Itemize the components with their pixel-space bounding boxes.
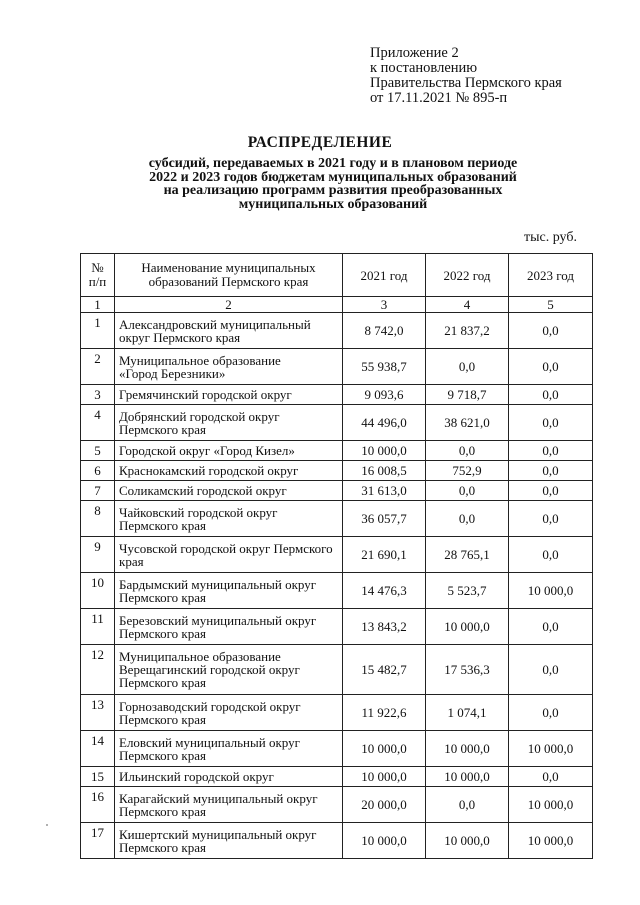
document-title: РАСПРЕДЕЛЕНИЕ — [247, 134, 393, 151]
municipality-name-line: Горнозаводский городской округ — [119, 698, 301, 714]
value-2022: 5 523,7 — [426, 573, 509, 609]
municipality-name-line: Добрянский городской округ — [119, 408, 280, 424]
subtitle-line: 2022 и 2023 годов бюджетам муниципальных образований — [149, 169, 517, 185]
distribution-table — [80, 253, 593, 859]
value-2021: 8 742,0 — [343, 313, 426, 349]
value-2023: 0,0 — [509, 313, 593, 349]
header-name-line: Наименование муниципальных — [141, 260, 316, 275]
value-2021: 10 000,0 — [343, 441, 426, 461]
municipality-name — [115, 385, 343, 405]
value-2023: 0,0 — [509, 481, 593, 501]
municipality-name-line: Пермского края — [119, 589, 206, 605]
municipality-name-line: края — [119, 553, 144, 569]
municipality-name-line: «Город Березники» — [119, 365, 226, 381]
municipality-name-line: Пермского края — [119, 803, 206, 819]
municipality-name — [115, 461, 343, 481]
value-2022: 10 000,0 — [426, 731, 509, 767]
municipality-name-line: Муниципальное образование — [119, 649, 281, 664]
municipality-name-line: Верещагинский городской округ — [119, 662, 300, 677]
municipality-name-line: Еловский муниципальный округ — [119, 734, 300, 750]
municipality-name-line: Ильинский городской округ — [119, 769, 274, 784]
appendix-line: Правительства Пермского края — [370, 75, 562, 91]
value-2023: 0,0 — [509, 349, 593, 385]
value-2023: 0,0 — [509, 501, 593, 537]
value-2022: 28 765,1 — [426, 537, 509, 573]
appendix-block — [370, 46, 562, 106]
value-2023: 10 000,0 — [509, 731, 593, 767]
table-row — [81, 441, 593, 461]
table-row — [81, 405, 593, 441]
value-2021: 14 476,3 — [343, 573, 426, 609]
municipality-name — [115, 787, 343, 823]
subtitle-line: на реализацию программ развития преобразованных — [163, 183, 503, 198]
table-row — [81, 573, 593, 609]
municipality-name — [115, 501, 343, 537]
municipality-name-line: Кишертский муниципальный округ — [119, 826, 317, 842]
municipality-name-line: Чайковский городской округ — [119, 504, 278, 520]
header-num-line: № — [91, 260, 104, 275]
header-2023: 2023 год — [509, 254, 593, 297]
municipality-name-line: Березовский муниципальный округ — [119, 612, 317, 628]
table-row — [81, 823, 593, 859]
row-number: 4 — [81, 405, 115, 441]
subtitle-line: муниципальных образований — [238, 196, 428, 212]
row-number: 3 — [81, 385, 115, 405]
row-number: 17 — [81, 823, 115, 859]
row-number: 8 — [81, 501, 115, 537]
row-number: 2 — [81, 349, 115, 385]
municipality-name — [115, 767, 343, 787]
table-row — [81, 731, 593, 767]
value-2023: 0,0 — [509, 537, 593, 573]
header-num — [81, 254, 115, 297]
row-number: 10 — [81, 573, 115, 609]
value-2022: 17 536,3 — [426, 645, 509, 695]
municipality-name — [115, 731, 343, 767]
value-2022: 0,0 — [426, 481, 509, 501]
value-2023: 0,0 — [509, 461, 593, 481]
value-2022: 0,0 — [426, 349, 509, 385]
row-number: 14 — [81, 731, 115, 767]
municipality-name — [115, 695, 343, 731]
appendix-line: Приложение 2 — [370, 45, 459, 61]
units-label: тыс. руб. — [524, 230, 577, 245]
municipality-name-line: Краснокамский городской округ — [119, 463, 299, 478]
table-row — [81, 787, 593, 823]
value-2023: 0,0 — [509, 385, 593, 405]
municipality-name — [115, 823, 343, 859]
value-2021: 31 613,0 — [343, 481, 426, 501]
value-2021: 36 057,7 — [343, 501, 426, 537]
municipality-name-line: Пермского края — [119, 747, 206, 763]
row-number: 1 — [81, 313, 115, 349]
value-2022: 10 000,0 — [426, 609, 509, 645]
scan-speck — [46, 824, 48, 826]
table-row — [81, 349, 593, 385]
appendix-line: от 17.11.2021 № 895-п — [370, 90, 508, 106]
municipality-name — [115, 481, 343, 501]
municipality-name-line: Пермского края — [119, 711, 206, 727]
value-2023: 10 000,0 — [509, 573, 593, 609]
value-2021: 13 843,2 — [343, 609, 426, 645]
value-2023: 0,0 — [509, 645, 593, 695]
municipality-name — [115, 405, 343, 441]
row-number: 9 — [81, 537, 115, 573]
value-2022: 752,9 — [426, 461, 509, 481]
value-2023: 0,0 — [509, 609, 593, 645]
municipality-name — [115, 645, 343, 695]
value-2022: 38 621,0 — [426, 405, 509, 441]
municipality-name-line: округ Пермского края — [119, 329, 241, 345]
municipality-name — [115, 609, 343, 645]
table-row — [81, 537, 593, 573]
municipality-name-line: Муниципальное образование — [119, 352, 281, 368]
header-name — [115, 254, 343, 297]
header-name-line: образований Пермского края — [148, 274, 309, 289]
value-2023: 10 000,0 — [509, 787, 593, 823]
value-2023: 0,0 — [509, 405, 593, 441]
subtitle-line: субсидий, передаваемых в 2021 году и в плановом периоде — [148, 156, 518, 171]
value-2021: 9 093,6 — [343, 385, 426, 405]
value-2021: 21 690,1 — [343, 537, 426, 573]
value-2023: 10 000,0 — [509, 823, 593, 859]
value-2022: 9 718,7 — [426, 385, 509, 405]
table-header-row — [81, 254, 593, 297]
table-row — [81, 385, 593, 405]
value-2023: 0,0 — [509, 767, 593, 787]
value-2022: 0,0 — [426, 501, 509, 537]
municipality-name — [115, 573, 343, 609]
municipality-name-line: Пермского края — [119, 421, 206, 437]
row-number: 13 — [81, 695, 115, 731]
header-2021: 2021 год — [343, 254, 426, 297]
table-row — [81, 609, 593, 645]
value-2021: 10 000,0 — [343, 767, 426, 787]
municipality-name-line: Пермского края — [119, 839, 206, 855]
table-row — [81, 767, 593, 787]
row-number: 5 — [81, 441, 115, 461]
row-number: 11 — [81, 609, 115, 645]
municipality-name-line: Бардымский муниципальный округ — [119, 576, 317, 592]
value-2022: 10 000,0 — [426, 823, 509, 859]
value-2022: 21 837,2 — [426, 313, 509, 349]
column-index: 1 — [81, 297, 115, 313]
row-number: 16 — [81, 787, 115, 823]
table-row — [81, 461, 593, 481]
row-number: 12 — [81, 645, 115, 695]
municipality-name-line: Пермского края — [119, 675, 206, 690]
municipality-name-line: Пермского края — [119, 517, 206, 533]
value-2023: 0,0 — [509, 695, 593, 731]
value-2021: 15 482,7 — [343, 645, 426, 695]
municipality-name — [115, 537, 343, 573]
header-num-line: п/п — [88, 274, 107, 289]
value-2021: 11 922,6 — [343, 695, 426, 731]
table-row — [81, 645, 593, 695]
value-2021: 10 000,0 — [343, 823, 426, 859]
column-index: 2 — [115, 297, 343, 313]
column-index-row — [81, 297, 593, 313]
value-2022: 0,0 — [426, 441, 509, 461]
document-subtitle — [110, 157, 556, 211]
value-2021: 10 000,0 — [343, 731, 426, 767]
municipality-name-line: Александровский муниципальный — [119, 316, 311, 332]
value-2023: 0,0 — [509, 441, 593, 461]
value-2021: 44 496,0 — [343, 405, 426, 441]
municipality-name-line: Городской округ «Город Кизел» — [119, 443, 295, 458]
table-row — [81, 481, 593, 501]
municipality-name — [115, 441, 343, 461]
table-row — [81, 695, 593, 731]
value-2021: 16 008,5 — [343, 461, 426, 481]
header-2022: 2022 год — [426, 254, 509, 297]
municipality-name-line: Гремячинский городской округ — [119, 387, 292, 402]
row-number: 6 — [81, 461, 115, 481]
column-index: 5 — [509, 297, 593, 313]
municipality-name — [115, 313, 343, 349]
municipality-name-line: Пермского края — [119, 625, 206, 641]
municipality-name-line: Соликамский городской округ — [119, 483, 287, 498]
value-2022: 0,0 — [426, 787, 509, 823]
municipality-name — [115, 349, 343, 385]
municipality-name-line: Карагайский муниципальный округ — [119, 790, 318, 806]
value-2022: 1 074,1 — [426, 695, 509, 731]
value-2022: 10 000,0 — [426, 767, 509, 787]
table-row — [81, 501, 593, 537]
row-number: 15 — [81, 767, 115, 787]
row-number: 7 — [81, 481, 115, 501]
value-2021: 20 000,0 — [343, 787, 426, 823]
column-index: 4 — [426, 297, 509, 313]
column-index: 3 — [343, 297, 426, 313]
table-row — [81, 313, 593, 349]
value-2021: 55 938,7 — [343, 349, 426, 385]
municipality-name-line: Чусовской городской округ Пермского — [119, 540, 333, 556]
appendix-line: к постановлению — [370, 60, 478, 76]
